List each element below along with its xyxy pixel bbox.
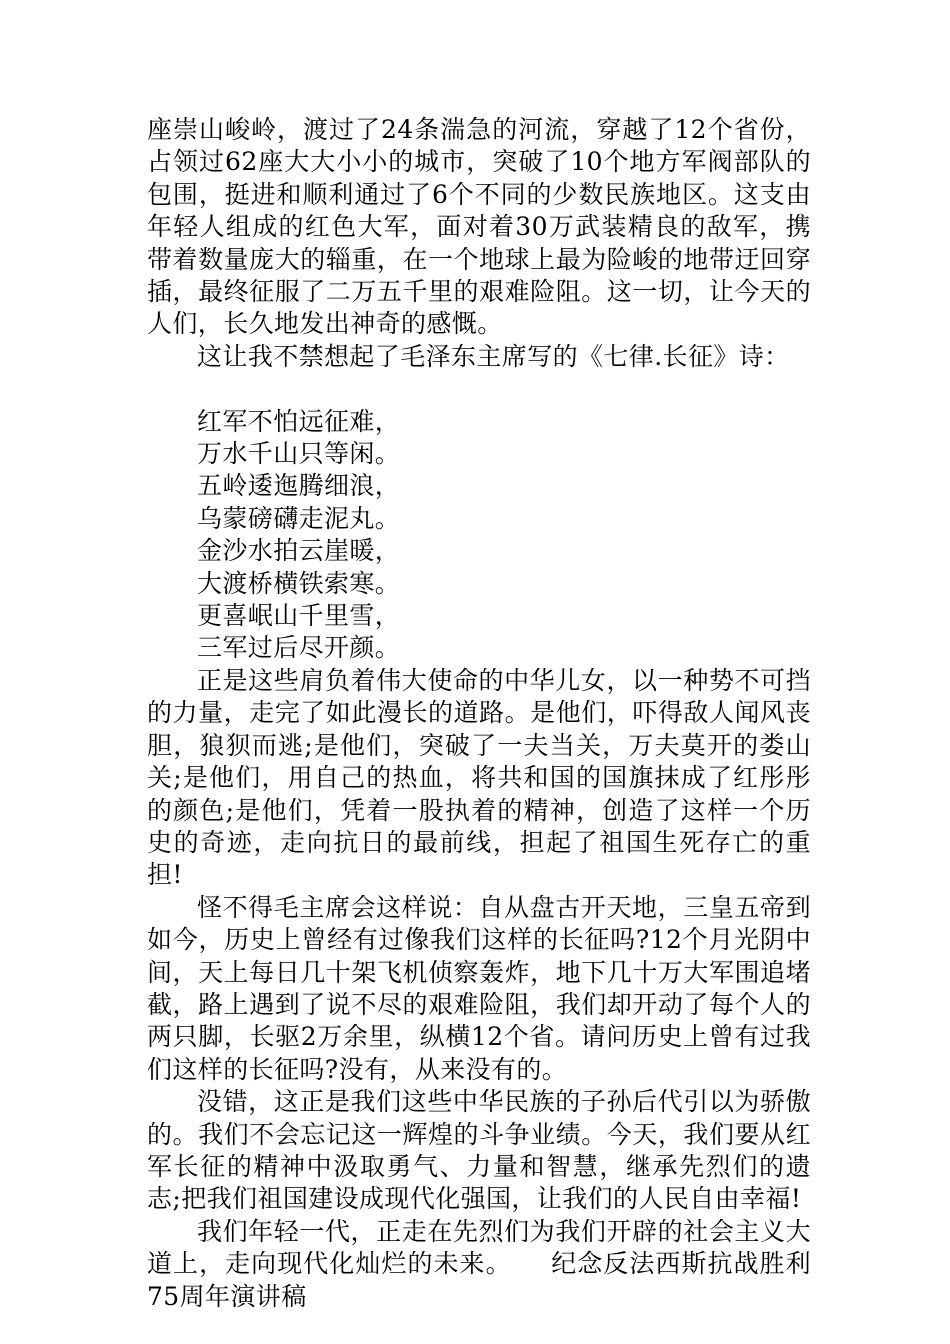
paragraph-pride: 没错，这正是我们这些中华民族的子孙后代引以为骄傲的。我们不会忘记这一辉煌的斗争业绩。今天，我们要从红军长征的精神中汲取勇气、力量和智慧，继承先烈们的遗志;把我们祖国建设成现代化强国，让我们的人民自由幸福! (147, 1087, 811, 1214)
paragraph-mao-quote: 怪不得毛主席会这样说：自从盘古开天地，三皇五帝到如今，历史上曾经有过像我们这样的长征吗?12个月光阴中间，天上每日几十架飞机侦察轰炸，地下几十万大军围追堵截，路上遇到了说不尽的艰难险阻，我们却开动了每个人的两只脚，长驱2万余里，纵横12个省。请问历史上曾有过我们这样的长征吗?没有，从来没有的。 (147, 892, 811, 1084)
paragraph-poem-intro: 这让我不禁想起了毛泽东主席写的《七律.长征》诗： (197, 341, 790, 371)
paragraph-long-march-facts: 座崇山峻岭，渡过了24条湍急的河流，穿越了12个省份，占领过62座大大小小的城市，突破了10个地方军阀部队的包围，挺进和顺利通过了6个不同的少数民族地区。这支由年轻人组成的红色大军，面对着30万武装精良的敌军，携带着数量庞大的辎重，在一个地球上最为险峻的地带迂回穿插，最终征服了二万五千里的艰难险阻。这一切，让今天的人们，长久地发出神奇的感慨。 (147, 115, 811, 339)
poem-line: 三军过后尽开颜。 (197, 633, 401, 663)
poem-line: 万水千山只等闲。 (197, 439, 401, 469)
poem-line: 更喜岷山千里雪， (197, 601, 401, 631)
poem-line: 金沙水拍云崖暖， (197, 536, 401, 566)
paragraph-heroes: 正是这些肩负着伟大使命的中华儿女，以一种势不可挡的力量，走完了如此漫长的道路。是他们，吓得敌人闻风丧胆，狼狈而逃;是他们，突破了一夫当关，万夫莫开的娄山关;是他们，用自己的热血，将共和国的国旗抹成了红彤彤的颜色;是他们，凭着一股执着的精神，创造了这样一个历史的奇迹，走向抗日的最前线，担起了祖国生死存亡的重担! (147, 665, 811, 890)
poem-line: 红军不怕远征难， (197, 406, 401, 436)
poem-block (147, 406, 811, 665)
poem-line: 五岭逶迤腾细浪， (197, 471, 401, 501)
poem-line: 乌蒙磅礴走泥丸。 (197, 503, 401, 533)
poem-spacer (147, 373, 811, 405)
poem-line: 大渡桥横铁索寒。 (197, 568, 401, 598)
paragraph-future: 我们年轻一代，正走在先烈们为我们开辟的社会主义大道上，走向现代化灿烂的未来。 纪念反法西斯抗战胜利75周年演讲稿 (147, 1216, 811, 1311)
document-body (147, 114, 811, 1313)
